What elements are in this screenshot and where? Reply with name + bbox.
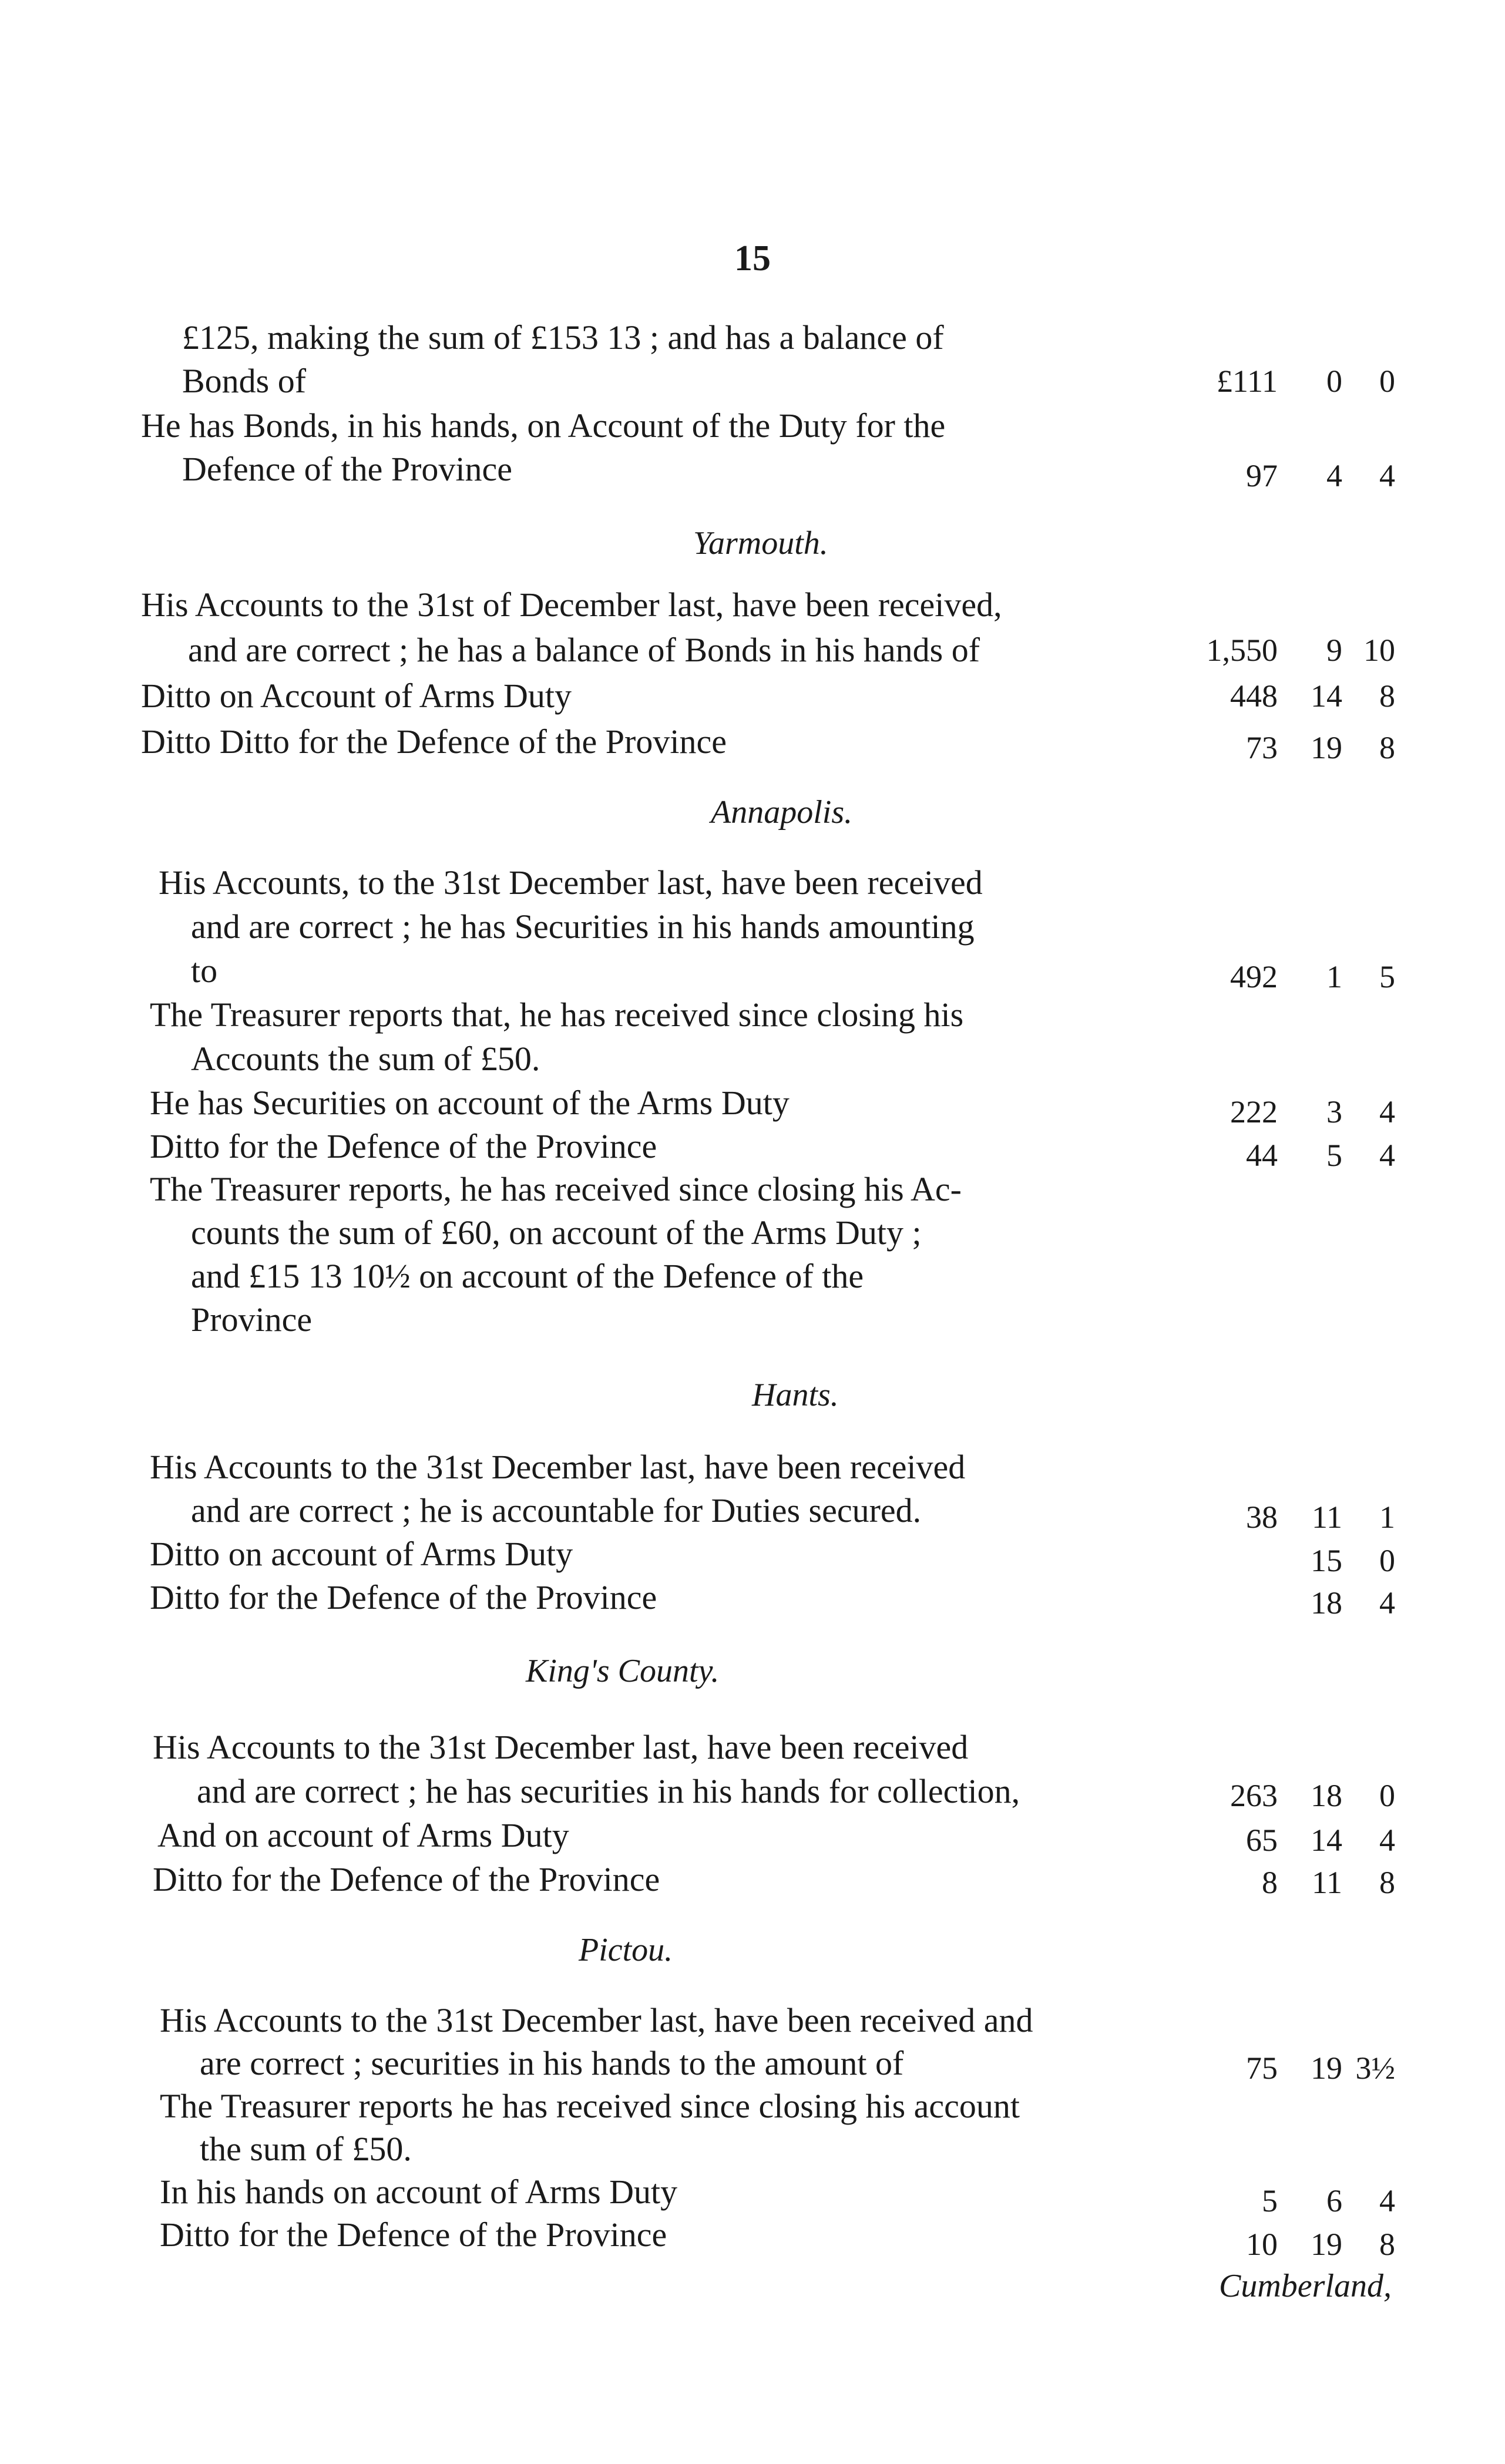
amount-shillings: 14 (1311, 678, 1342, 714)
amount-pounds: 65 (1246, 1823, 1278, 1858)
text-line: and are correct ; he has securities in his hands for collection, (197, 1772, 1020, 1810)
catchword: Cumberland, (1219, 2268, 1392, 2304)
amount-pounds: 75 (1246, 2050, 1278, 2086)
text-line: Defence of the Province (182, 450, 513, 488)
amount-pounds: 492 (1230, 959, 1278, 994)
text-line: Ditto for the Defence of the Province (150, 1127, 657, 1165)
amount-pence: 4 (1379, 1823, 1395, 1858)
text-line: Province (191, 1300, 313, 1339)
amount-pence: 0 (1379, 364, 1395, 399)
text-line: are correct ; securities in his hands to the amount of (200, 2044, 904, 2082)
amount-pence: 3½ (1355, 2050, 1395, 2086)
text-line: and are correct ; he has a balance of Bonds in his hands of (188, 631, 980, 669)
amount-pounds: 44 (1246, 1138, 1278, 1173)
text-line: He has Securities on account of the Arms Duty (150, 1084, 790, 1122)
amount-shillings: 6 (1326, 2183, 1342, 2218)
amount-pounds: 97 (1246, 458, 1278, 493)
amount-pounds: 8 (1262, 1865, 1278, 1900)
text-line: to (191, 952, 218, 990)
text-line: Ditto on Account of Arms Duty (141, 677, 572, 715)
section-heading-annapolis: Annapolis. (711, 794, 853, 831)
amount-pence: 4 (1379, 1138, 1395, 1173)
amount-shillings: 15 (1311, 1543, 1342, 1578)
amount-shillings: 11 (1312, 1865, 1342, 1900)
text-line: £125, making the sum of £153 13 ; and has a balance of (182, 318, 944, 357)
amount-pence: 8 (1379, 678, 1395, 714)
amount-pence: 4 (1379, 1094, 1395, 1130)
text-line: the sum of £50. (200, 2130, 412, 2168)
amount-pounds: 263 (1230, 1778, 1278, 1813)
amount-pounds: 73 (1246, 730, 1278, 765)
section-heading-yarmouth: Yarmouth. (693, 525, 828, 562)
amount-shillings: 9 (1326, 633, 1342, 668)
text-line: The Treasurer reports, he has received since closing his Ac- (150, 1170, 962, 1208)
amount-pence: 8 (1379, 1865, 1395, 1900)
amount-shillings: 4 (1326, 458, 1342, 493)
text-line: Ditto on account of Arms Duty (150, 1535, 573, 1573)
section-heading-hants: Hants. (752, 1377, 839, 1413)
amount-pounds: 38 (1246, 1500, 1278, 1535)
amount-shillings: 19 (1311, 2050, 1342, 2086)
amount-shillings: 19 (1311, 730, 1342, 765)
amount-shillings: 18 (1311, 1778, 1342, 1813)
text-line: and are correct ; he is accountable for Duties secured. (191, 1491, 922, 1530)
amount-pence: 5 (1379, 959, 1395, 994)
amount-pounds: 10 (1246, 2227, 1278, 2262)
text-line: And on account of Arms Duty (157, 1816, 569, 1854)
amount-shillings: 18 (1311, 1585, 1342, 1621)
amount-pence: 4 (1379, 458, 1395, 493)
section-heading-pictou: Pictou. (579, 1932, 673, 1968)
text-line: Accounts the sum of £50. (191, 1040, 540, 1078)
text-line: Ditto for the Defence of the Province (160, 2216, 667, 2254)
amount-pounds: £111 (1217, 364, 1278, 399)
text-line: Ditto Ditto for the Defence of the Province (141, 722, 727, 761)
amount-pence: 0 (1379, 1543, 1395, 1578)
amount-pence: 0 (1379, 1778, 1395, 1813)
text-line: His Accounts to the 31st December last, have been received (150, 1448, 966, 1486)
amount-shillings: 0 (1326, 364, 1342, 399)
text-line: His Accounts to the 31st December last, have been received and (160, 2001, 1033, 2039)
text-line: His Accounts to the 31st of December last, have been received, (141, 586, 1002, 624)
text-line: His Accounts to the 31st December last, have been received (153, 1728, 969, 1766)
amount-pounds: 448 (1230, 678, 1278, 714)
text-line: In his hands on account of Arms Duty (160, 2173, 678, 2211)
amount-pence: 8 (1379, 730, 1395, 765)
amount-pence: 4 (1379, 1585, 1395, 1621)
text-line: His Accounts, to the 31st December last, have been received (159, 863, 983, 902)
text-line: Ditto for the Defence of the Province (150, 1578, 657, 1616)
section-heading-kings-county: King's County. (526, 1653, 720, 1689)
text-line: Bonds of (182, 362, 307, 400)
amount-pence: 10 (1363, 633, 1395, 668)
amount-shillings: 1 (1326, 959, 1342, 994)
amount-pounds: 222 (1230, 1094, 1278, 1130)
amount-pence: 1 (1379, 1500, 1395, 1535)
amount-pounds: 1,550 (1206, 633, 1278, 668)
text-line: The Treasurer reports that, he has received since closing his (150, 996, 964, 1034)
amount-shillings: 19 (1311, 2227, 1342, 2262)
text-line: and are correct ; he has Securities in his hands amounting (191, 907, 975, 946)
amount-shillings: 11 (1312, 1500, 1342, 1535)
amount-pounds: 5 (1262, 2183, 1278, 2218)
amount-pence: 4 (1379, 2183, 1395, 2218)
text-line: He has Bonds, in his hands, on Account of the Duty for the (141, 406, 946, 445)
text-line: and £15 13 10½ on account of the Defence of the (191, 1257, 864, 1295)
text-line: counts the sum of £60, on account of the Arms Duty ; (191, 1213, 922, 1252)
amount-shillings: 5 (1326, 1138, 1342, 1173)
text-line: The Treasurer reports he has received since closing his account (160, 2087, 1020, 2125)
amount-shillings: 3 (1326, 1094, 1342, 1130)
amount-pence: 8 (1379, 2227, 1395, 2262)
text-line: Ditto for the Defence of the Province (153, 1860, 660, 1898)
page-number: 15 (734, 238, 771, 278)
amount-shillings: 14 (1311, 1823, 1342, 1858)
